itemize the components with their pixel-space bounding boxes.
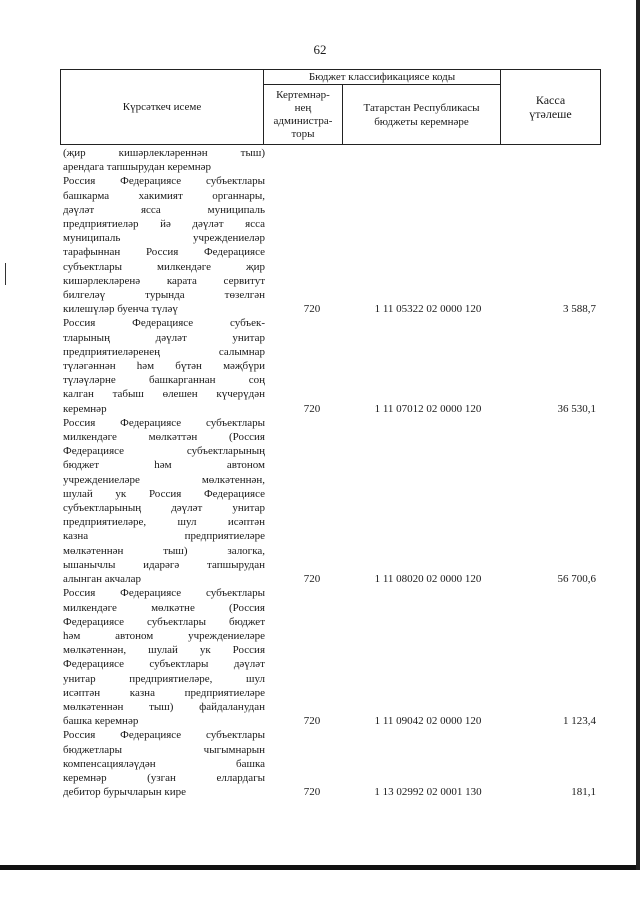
name-line: Федерациясе субъектларының xyxy=(63,445,265,458)
name-line: керемнәр xyxy=(63,402,107,415)
name-line: компенсацияләүдән башка xyxy=(63,757,265,770)
name-line: исәптән казна предприятиеләре xyxy=(63,686,265,699)
name-line: субъектлары милкендәге җир xyxy=(63,260,265,273)
budget-code: 1 13 02992 02 0001 130 xyxy=(374,786,482,799)
name-line: Россия Федерациясе субъектлары xyxy=(63,587,265,600)
administrator-code: 720 xyxy=(303,303,321,316)
administrator-code: 720 xyxy=(303,786,321,799)
administrator-code: 720 xyxy=(303,573,321,586)
name-line: башка керемнәр xyxy=(63,715,139,728)
name-line: учреждениеләре мөлкәтеннән, xyxy=(63,473,265,486)
name-line: түләүләрне башкарганнан соң xyxy=(63,374,265,387)
name-line: Россия Федерациясе субъектлары xyxy=(63,175,265,188)
page-border-right xyxy=(636,0,640,870)
table-body xyxy=(63,146,598,799)
column-header-cash: Касса үтәлеше xyxy=(529,93,572,121)
name-line: унитар предприятиеләре, шул xyxy=(63,672,265,685)
table-row xyxy=(63,416,598,586)
table-row xyxy=(63,174,598,316)
indicator-name xyxy=(63,316,265,415)
margin-mark xyxy=(5,263,6,285)
indicator-name xyxy=(63,416,265,586)
budget-code: 1 11 07012 02 0000 120 xyxy=(374,402,482,415)
name-line: Федерациясе субъектлары дәүләт xyxy=(63,658,265,671)
name-line: калган табыш өлешен күчерүдән xyxy=(63,388,265,401)
column-group-header: Бюджет классификациясе коды xyxy=(308,71,456,83)
page-border-bottom xyxy=(0,865,640,870)
name-line: тларының дәүләт унитар xyxy=(63,331,265,344)
column-header-budget: Татарстан Республикасы бюджеты керемнәре xyxy=(363,101,480,128)
name-line: мөлкәтеннән тыш) файдаланудан xyxy=(63,700,265,713)
name-line: шулай ук Россия Федерациясе xyxy=(63,487,265,500)
name-line: керемнәр (узган еллардагы xyxy=(63,771,265,784)
name-line: предприятиеләре, шул исәптән xyxy=(63,516,265,529)
cash-amount: 56 700,6 xyxy=(557,573,596,586)
name-line: казна предприятиеләре xyxy=(63,530,265,543)
page-number: 62 xyxy=(313,42,327,57)
name-line: (җир кишәрлекләреннән тыш) xyxy=(63,147,265,159)
cash-amount: 3 588,7 xyxy=(563,303,596,316)
name-line: мөлкәтеннән тыш) залогка, xyxy=(63,544,265,557)
name-line: дәүләт ясса муниципаль xyxy=(63,203,265,216)
name-line: предприятиеләренең салымнар xyxy=(63,345,265,358)
name-line: муниципаль учреждениеләр xyxy=(63,232,265,245)
indicator-name xyxy=(63,146,265,174)
administrator-code: 720 xyxy=(303,402,321,415)
name-line: кишәрлекләренә карата сервитут xyxy=(63,274,265,287)
column-header-name: Күрсәткеч исеме xyxy=(122,101,202,113)
name-line: башкарма хакимият органнары, xyxy=(63,189,265,202)
name-line: предприятиеләр йә дәүләт ясса xyxy=(63,218,265,231)
table-row xyxy=(63,728,598,799)
name-line: субъектларының дәүләт унитар xyxy=(63,502,265,515)
name-line: Россия Федерациясе субъектлары xyxy=(63,729,265,742)
table-row xyxy=(63,586,598,728)
budget-code: 1 11 09042 02 0000 120 xyxy=(374,715,482,728)
administrator-code: 720 xyxy=(303,715,321,728)
cash-amount: 1 123,4 xyxy=(563,715,596,728)
name-line: милкендәге мөлкәттән (Россия xyxy=(63,431,265,444)
name-line: арендага тапшырудан керемнәр xyxy=(63,161,212,174)
name-line: ышанычлы идарәгә тапшырудан xyxy=(63,558,265,571)
indicator-name xyxy=(63,728,265,799)
name-line: бюджетлары чыгымнарын xyxy=(63,743,265,756)
budget-code: 1 11 08020 02 0000 120 xyxy=(374,573,482,586)
name-line: мөлкәтеннән, шулай ук Россия xyxy=(63,644,265,657)
table-row xyxy=(63,146,598,174)
name-line: алынган акчалар xyxy=(63,573,141,586)
name-line: Россия Федерациясе субъек- xyxy=(63,317,265,330)
table-row xyxy=(63,316,598,415)
name-line: түләгәннән һәм бүтән мәҗбүри xyxy=(63,360,265,373)
cash-amount: 181,1 xyxy=(571,786,596,799)
indicator-name xyxy=(63,586,265,728)
name-line: һәм автоном учреждениеләре xyxy=(63,629,265,642)
name-line: бюджет һәм автоном xyxy=(63,459,265,472)
name-line: Россия Федерациясе субъектлары xyxy=(63,416,265,429)
name-line: Федерациясе субъектлары бюджет xyxy=(63,615,265,628)
table-header xyxy=(60,69,601,145)
column-header-admin: Кертемнәр- нең администра- торы xyxy=(273,88,333,140)
budget-code: 1 11 05322 02 0000 120 xyxy=(374,303,482,316)
name-line: билгеләү турында төзелгән xyxy=(63,289,265,302)
cash-amount: 36 530,1 xyxy=(557,402,596,415)
name-line: тарафыннан Россия Федерациясе xyxy=(63,246,265,259)
indicator-name xyxy=(63,174,265,316)
name-line: дебитор бурычларын кире xyxy=(63,786,186,799)
name-line: килешүләр буенча түләү xyxy=(63,303,178,316)
name-line: милкендәге мөлкәтне (Россия xyxy=(63,601,265,614)
